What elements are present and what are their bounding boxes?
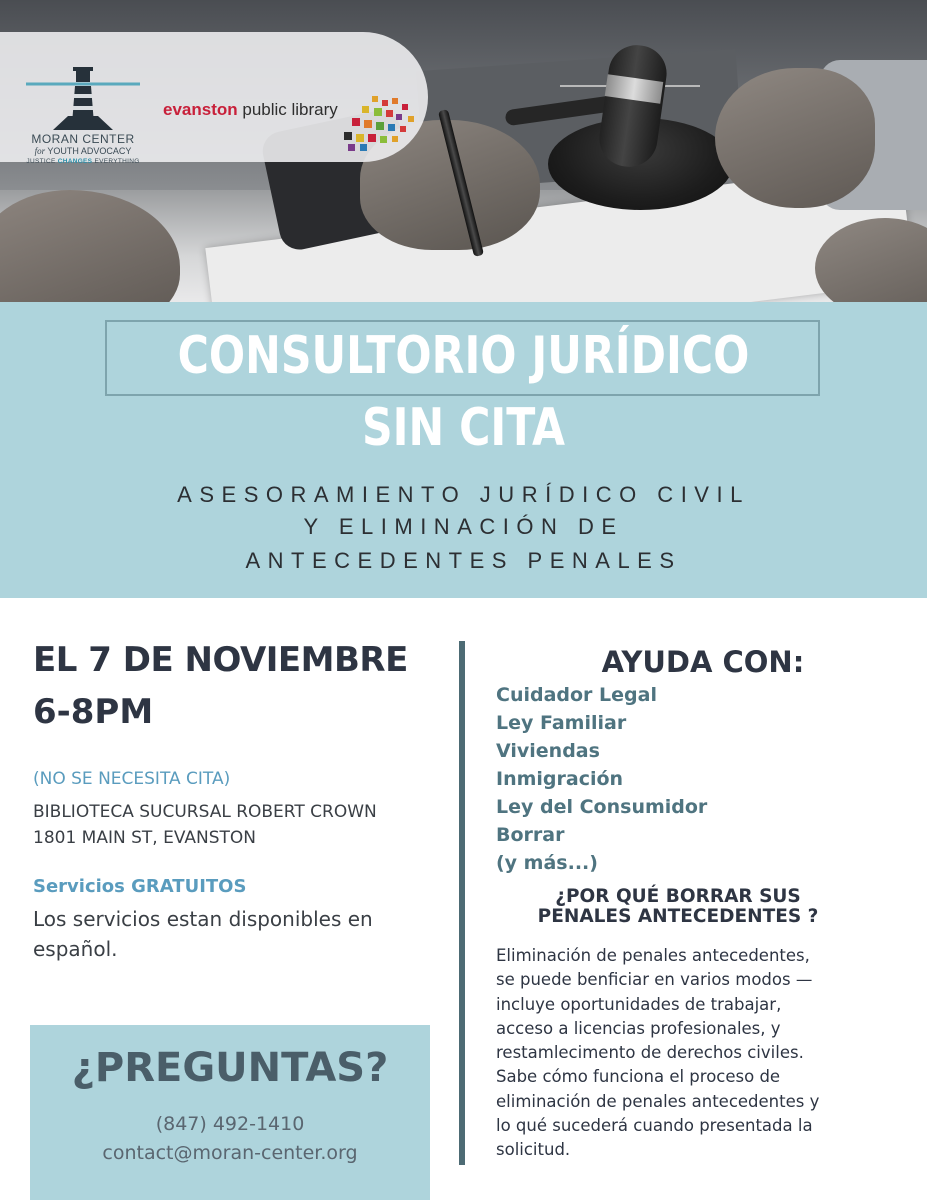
event-date: EL 7 DE NOVIEMBRE xyxy=(33,640,408,680)
why-body-line: lo qué sucederá cuando presentada la xyxy=(496,1116,813,1136)
moran-center-name: MORAN CENTER xyxy=(31,132,135,146)
why-body-line: Eliminación de penales antecedentes, xyxy=(496,946,810,965)
why-body-line: acceso a licencias profesionales, y xyxy=(496,1018,781,1038)
subtitle-line3: ANTECEDENTES PENALES xyxy=(245,548,682,573)
why-title-line1: ¿POR QUÉ BORRAR SUS xyxy=(555,886,801,907)
why-title-line2: PENALES ANTECEDENTES ? xyxy=(537,906,819,927)
free-services-label: Servicios GRATUITOS xyxy=(33,876,247,897)
tag-justice: JUSTICE xyxy=(26,158,56,165)
why-body-line: restamlecimento de derechos civiles. xyxy=(496,1043,804,1063)
help-item-immigration: Inmigración xyxy=(496,768,624,790)
why-body-line: solicitud. xyxy=(496,1140,571,1160)
moran-center-subtitle xyxy=(18,146,148,156)
help-item-more: (y más...) xyxy=(496,852,598,874)
library-name xyxy=(163,100,338,120)
library-mosaic-icon xyxy=(338,94,418,152)
why-body-line: se puede benficiar en varios modos — xyxy=(496,970,813,990)
moran-sub-rest: YOUTH ADVOCACY xyxy=(47,146,132,156)
why-body-line: incluye oportunidades de trabajar, xyxy=(496,994,782,1014)
subtitle-line2: Y ELIMINACIÓN DE xyxy=(303,514,624,539)
moran-center-logo xyxy=(18,54,148,165)
questions-box xyxy=(30,1025,430,1200)
logo-banner xyxy=(0,32,428,165)
no-appointment-note: (NO SE NECESITA CITA) xyxy=(33,769,231,789)
help-item-expungement: Borrar xyxy=(496,824,565,846)
tag-everything: EVERYTHING xyxy=(94,158,140,165)
column-divider xyxy=(459,641,465,1165)
contact-phone[interactable]: (847) 492-1410 xyxy=(155,1113,305,1135)
page-title-line1: CONSULTORIO JURÍDICO xyxy=(177,326,750,386)
address-line1: BIBLIOTECA SUCURSAL ROBERT CROWN xyxy=(33,802,377,822)
page-title-line2: SIN CITA xyxy=(361,398,566,458)
help-item-consumer-law: Ley del Consumidor xyxy=(496,796,708,818)
why-body-line: Sabe cómo funciona el proceso de xyxy=(496,1067,781,1087)
questions-title: ¿PREGUNTAS? xyxy=(71,1045,389,1091)
language-availability: Los servicios estan disponibles en español. xyxy=(33,907,373,961)
why-expunge-body xyxy=(496,944,896,1163)
why-body-line: eliminación de penales antecedentes y xyxy=(496,1091,820,1111)
subtitle-line1: ASESORAMIENTO JURÍDICO CIVIL xyxy=(177,482,750,507)
lighthouse-icon xyxy=(18,54,148,134)
why-expunge-title xyxy=(478,887,878,927)
tag-changes: CHANGES xyxy=(57,158,93,165)
moran-center-tagline xyxy=(18,158,148,165)
help-item-housing: Viviendas xyxy=(496,740,600,762)
moran-sub-for: for xyxy=(34,146,46,156)
hero-photo xyxy=(0,0,927,302)
library-name-rest: public library xyxy=(237,100,338,119)
help-list xyxy=(496,681,707,877)
library-name-evanston: evanston xyxy=(163,100,238,119)
help-title: AYUDA CON: xyxy=(601,645,805,679)
help-item-legal-guardian: Cuidador Legal xyxy=(496,684,657,706)
help-item-family-law: Ley Familiar xyxy=(496,712,627,734)
hand-right xyxy=(715,68,875,208)
contact-email[interactable]: contact@moran-center.org xyxy=(102,1142,358,1164)
address-line2: 1801 MAIN ST, EVANSTON xyxy=(33,828,256,848)
title-band xyxy=(0,302,927,598)
event-time: 6-8PM xyxy=(33,692,154,732)
